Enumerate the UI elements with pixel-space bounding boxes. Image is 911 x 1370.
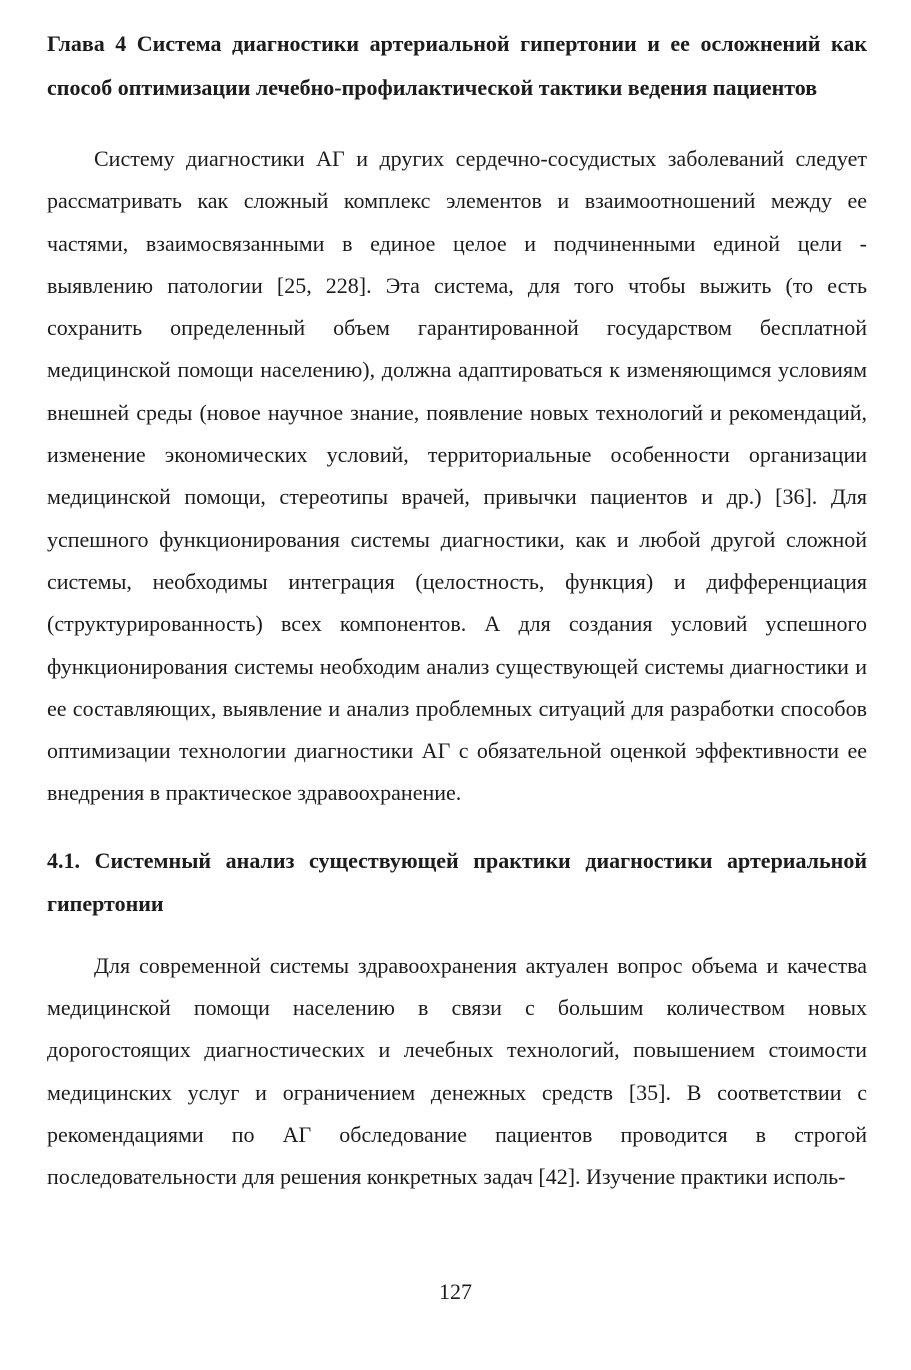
body-paragraph: Для современной системы здравоохранения актуален вопрос объема и качества медицинской помощи населению в связи с большим количеством новых дорогостоящих диагностических и лечебных технологий, повышением стоимости медицинских услуг и ограничением денежных средств [35]. В соответствии с рекомендациями по АГ обследование пациентов проводится в строгой последовательности для решения конкретных задач [42]. Изучение практики исполь- bbox=[47, 952, 867, 1190]
section-title: 4.1. Системный анализ существующей практики диагностики артериальной гипертонии bbox=[47, 847, 867, 916]
page-body bbox=[47, 22, 867, 1199]
body-paragraph: Систему диагностики АГ и других сердечно-сосудистых заболеваний следует рассматривать как сложный комплекс элементов и взаимоотношений между ее частями, взаимосвязанными в единое целое и подчиненными единой цели - выявлению патологии [25, 228]. Эта система, для того чтобы выжить (то есть сохранить определенный объем гарантированной государством бесплатной медицинской помощи населению), должна адаптироваться к изменяющимся условиям внешней среды (новое научное знание, появление новых технологий и рекомендаций, изменение экономических условий, территориальные особенности организации медицинской помощи, стереотипы врачей, привычки пациентов и др.) [36]. Для успешного функционирования системы диагностики, как и любой другой сложной системы, необходимы интеграция (целостность, функция) и дифференциация (структурированность) всех компонентов. А для создания условий успешного функционирования системы необходим анализ существующей системы диагностики и ее составляющих, выявление и анализ проблемных ситуаций для разработки способов оптимизации технологии диагностики АГ с обязательной оценкой эффективности ее внедрения в практическое здравоохранение. bbox=[47, 146, 867, 806]
chapter-title: Глава 4 Система диагностики артериальной гипертонии и ее осложнений как способ оптимизации лечебно-профилактической тактики ведения пациентов bbox=[47, 31, 867, 100]
page-number: 127 bbox=[439, 1279, 472, 1304]
